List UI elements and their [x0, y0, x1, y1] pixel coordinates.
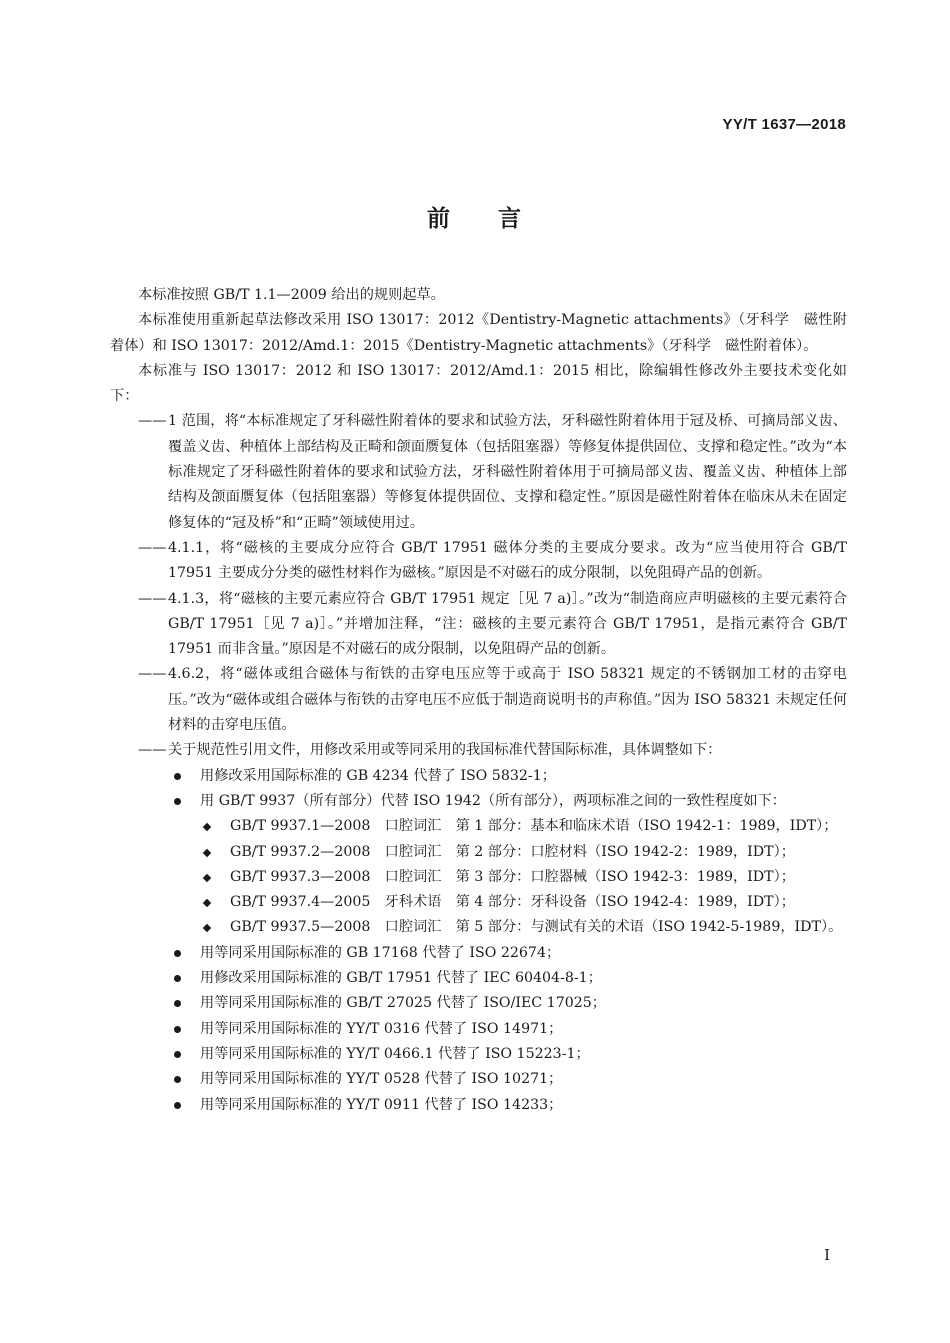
dash-mark: —— — [138, 413, 167, 430]
bullet-dot-icon — [174, 1000, 181, 1007]
document-code: YY/T 1637—2018 — [722, 116, 846, 133]
bullet-item — [110, 1042, 847, 1067]
dash-mark: —— — [138, 742, 167, 759]
change-text: 4.6.2，将“磁体或组合磁体与衔铁的击穿电压应等于或高于 ISO 58321 规定的不锈钢加工材的击穿电压。”改为“磁体或组合磁体与衔铁的击穿电压不应低于制造商说明书的声称值。”因为 ISO 58321 未规定任何材料的击穿电压值。 — [168, 666, 847, 734]
bullet-item — [110, 991, 847, 1016]
change-text: 4.1.3，将“磁核的主要元素应符合 GB/T 17951 规定［见 7 a)］。”改为“制造商应声明磁核的主要元素符合 GB/T 17951［见 7 a)］。”并增加注释，“注：磁核的主要元素符合 GB/T 17951，是指元素符合 GB/T 17951 而非含量。”原因是不对磁石的成分限制，以免阻碍产品的创新。 — [168, 590, 847, 658]
sub-item-text: GB/T 9937.5—2008 口腔词汇 第 5 部分：与测试有关的术语（ISO 1942-5-1989，IDT）。 — [230, 919, 843, 936]
change-item — [110, 536, 847, 587]
change-text: 关于规范性引用文件，用修改采用或等同采用的我国标准代替国际标准，具体调整如下： — [168, 742, 722, 759]
sub-item-text: GB/T 9937.3—2008 口腔词汇 第 3 部分：口腔器械（ISO 1942-3：1989，IDT）； — [230, 868, 795, 885]
bullet-dot-icon — [174, 1102, 181, 1109]
page-title — [0, 200, 950, 233]
bullet-item — [110, 941, 847, 966]
sub-item — [110, 915, 847, 940]
bullet-text: 用 GB/T 9937（所有部分）代替 ISO 1942（所有部分），两项标准之间的一致性程度如下： — [200, 792, 786, 809]
paragraph-changes-intro: 本标准与 ISO 13017：2012 和 ISO 13017：2012/Amd.1：2015 相比，除编辑性修改外主要技术变化如下： — [110, 362, 847, 405]
dash-mark: —— — [138, 666, 167, 683]
sub-item — [110, 890, 847, 915]
sub-item — [110, 865, 847, 890]
bullet-dot-icon — [174, 950, 181, 957]
change-item — [110, 662, 847, 738]
bullet-dot-icon — [174, 1051, 181, 1058]
dash-mark: —— — [138, 590, 167, 607]
paragraph-drafting-rules: 本标准按照 GB/T 1.1—2009 给出的规则起草。 — [138, 287, 445, 303]
sub-item-text: GB/T 9937.4—2005 牙科术语 第 4 部分：牙科设备（ISO 1942-4：1989，IDT）； — [230, 894, 795, 911]
dash-mark: —— — [138, 539, 167, 556]
bullet-item — [110, 789, 847, 814]
bullet-item — [110, 764, 847, 789]
diamond-bullet-icon — [203, 874, 211, 882]
bullet-item — [110, 1067, 847, 1092]
bullet-text: 用修改采用国际标准的 GB/T 17951 代替了 IEC 60404-8-1； — [200, 970, 602, 987]
change-item — [110, 409, 847, 535]
bullet-dot-icon — [174, 773, 181, 780]
sub-item-text: GB/T 9937.1—2008 口腔词汇 第 1 部分：基本和临床术语（ISO 1942-1：1989，IDT）； — [230, 818, 838, 835]
change-text: 4.1.1，将“磁核的主要成分应符合 GB/T 17951 磁体分类的主要成分要求。改为“应当使用符合 GB/T 17951 主要成分分类的磁性材料作为磁核。”原因是不对磁石的成分限制，以免阻碍产品的创新。 — [168, 539, 847, 582]
diamond-bullet-icon — [203, 899, 211, 907]
diamond-bullet-icon — [203, 924, 211, 932]
sub-item — [110, 840, 847, 865]
sub-item-text: GB/T 9937.2—2008 口腔词汇 第 2 部分：口腔材料（ISO 1942-2：1989，IDT）； — [230, 843, 795, 860]
paragraph-adoption: 本标准使用重新起草法修改采用 ISO 13017：2012《Dentistry-Magnetic attachments》（牙科学 磁性附着体）和 ISO 13017：2012/Amd.1：2015《Dentistry-Magnetic attachments》（牙科学 磁性附着体）。 — [110, 312, 847, 354]
bullet-item — [110, 1093, 847, 1118]
bullet-dot-icon — [174, 1026, 181, 1033]
bullet-dot-icon — [174, 1076, 181, 1083]
bullet-text: 用等同采用国际标准的 YY/T 0466.1 代替了 ISO 15223-1； — [200, 1045, 590, 1062]
title-char-1: 前 — [427, 206, 452, 232]
bullet-text: 用修改采用国际标准的 GB 4234 代替了 ISO 5832-1； — [200, 767, 556, 784]
bullet-text: 用等同采用国际标准的 YY/T 0911 代替了 ISO 14233； — [200, 1096, 563, 1113]
change-item — [110, 587, 847, 663]
document-body — [110, 283, 847, 1118]
bullet-dot-icon — [174, 798, 181, 805]
page-number: I — [824, 1246, 830, 1264]
bullet-text: 用等同采用国际标准的 YY/T 0528 代替了 ISO 10271； — [200, 1071, 563, 1088]
change-text: 1 范围，将“本标准规定了牙科磁性附着体的要求和试验方法，牙科磁性附着体用于冠及桥、可摘局部义齿、覆盖义齿、种植体上部结构及正畸和颌面赝复体（包括阻塞器）等修复体提供固位、支撑和稳定性。”改为“本标准规定了牙科磁性附着体的要求和试验方法，牙科磁性附着体用于可摘局部义齿、覆盖义齿、种植体上部结构及颌面赝复体（包括阻塞器）等修复体提供固位、支撑和稳定性。”原因是磁性附着体在临床从未在固定修复体的“冠及桥”和“正畸”领域使用过。 — [168, 413, 847, 531]
bullet-item — [110, 966, 847, 991]
diamond-bullet-icon — [203, 848, 211, 856]
sub-item — [110, 814, 847, 839]
change-item — [110, 738, 847, 763]
bullet-text: 用等同采用国际标准的 GB 17168 代替了 ISO 22674； — [200, 944, 561, 961]
bullet-dot-icon — [174, 975, 181, 982]
bullet-text: 用等同采用国际标准的 YY/T 0316 代替了 ISO 14971； — [200, 1020, 563, 1037]
bullet-text: 用等同采用国际标准的 GB/T 27025 代替了 ISO/IEC 17025； — [200, 995, 606, 1012]
title-char-2: 言 — [498, 206, 523, 232]
diamond-bullet-icon — [203, 823, 211, 831]
bullet-item — [110, 1017, 847, 1042]
